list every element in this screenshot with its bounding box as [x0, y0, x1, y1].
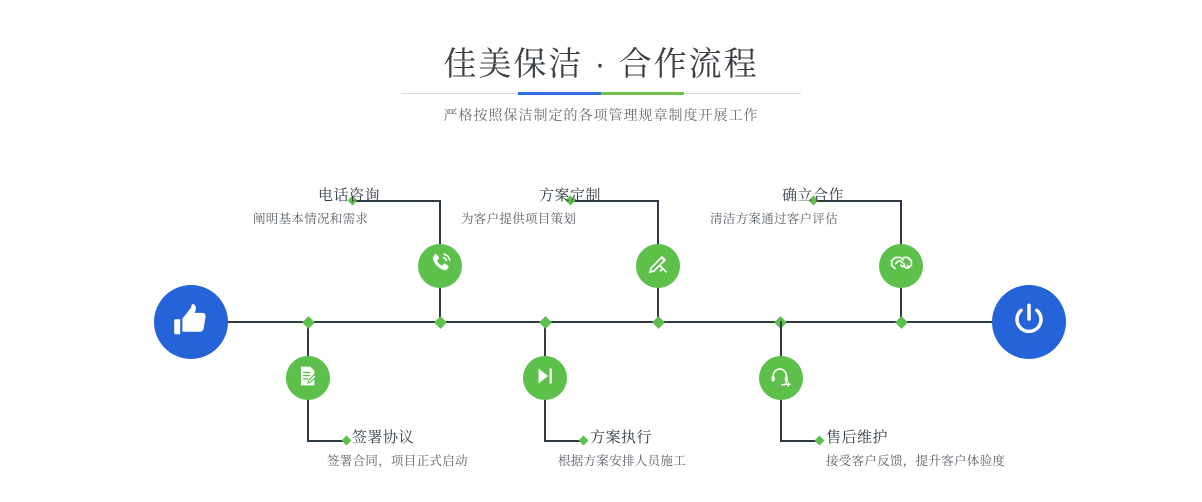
axis-node-step-4 [539, 316, 552, 329]
connector-tip-step-4 [579, 436, 589, 446]
step-title-6: 售后维护 [826, 429, 889, 446]
step-icon-2 [286, 356, 330, 400]
step-desc-6: 接受客户反馈，提升客户体验度 [826, 454, 1006, 468]
timeline-end-badge [992, 285, 1066, 359]
step-icon-4 [523, 356, 567, 400]
step-desc-4: 根据方案安排人员施工 [558, 454, 687, 468]
timeline-start-badge [154, 285, 228, 359]
title-divider [401, 92, 801, 95]
thumbs-up-icon [172, 301, 210, 344]
page-title: 佳美保洁 · 合作流程 [443, 45, 759, 82]
step-label-6 [826, 428, 1005, 471]
handshake-icon [889, 251, 914, 281]
connector-step-4-arm [544, 440, 583, 442]
axis-node-step-1 [434, 316, 447, 329]
step-label-4 [558, 428, 687, 471]
phone-icon [428, 251, 453, 281]
axis-node-step-3 [652, 316, 665, 329]
step-label-2 [327, 428, 468, 471]
step-desc-5: 清洁方案通过客户评估 [710, 212, 839, 226]
step-icon-3 [636, 244, 680, 288]
step-title-1: 电话咨询 [318, 187, 381, 204]
connector-step-6-arm [780, 440, 819, 442]
connector-step-2-arm [307, 440, 346, 442]
connector-tip-step-2 [342, 436, 352, 446]
connector-tip-step-6 [815, 436, 825, 446]
step-label-3 [461, 186, 601, 229]
step-desc-3: 为客户提供项目策划 [461, 212, 577, 226]
axis-node-step-2 [302, 316, 315, 329]
page-subtitle: 严格按照保洁制定的各项管理规章制度开展工作 [443, 107, 759, 123]
step-title-5: 确立合作 [782, 187, 845, 204]
step-icon-1 [418, 244, 462, 288]
step-desc-1: 阐明基本情况和需求 [253, 212, 369, 226]
pencil-ruler-icon [646, 252, 670, 281]
divider-green-segment [601, 92, 684, 95]
step-title-3: 方案定制 [539, 187, 602, 204]
step-label-5 [710, 186, 844, 229]
headset-support-icon [769, 364, 793, 393]
step-desc-2: 签署合同，项目正式启动 [327, 454, 468, 468]
step-icon-5 [879, 244, 923, 288]
step-icon-6 [759, 356, 803, 400]
play-forward-icon [533, 364, 557, 393]
step-title-2: 签署协议 [352, 429, 415, 446]
divider-blue-segment [518, 92, 601, 95]
document-edit-icon [296, 364, 320, 393]
step-title-4: 方案执行 [590, 429, 653, 446]
power-icon [1009, 300, 1049, 345]
step-label-1 [253, 186, 380, 229]
axis-node-step-5 [895, 316, 908, 329]
